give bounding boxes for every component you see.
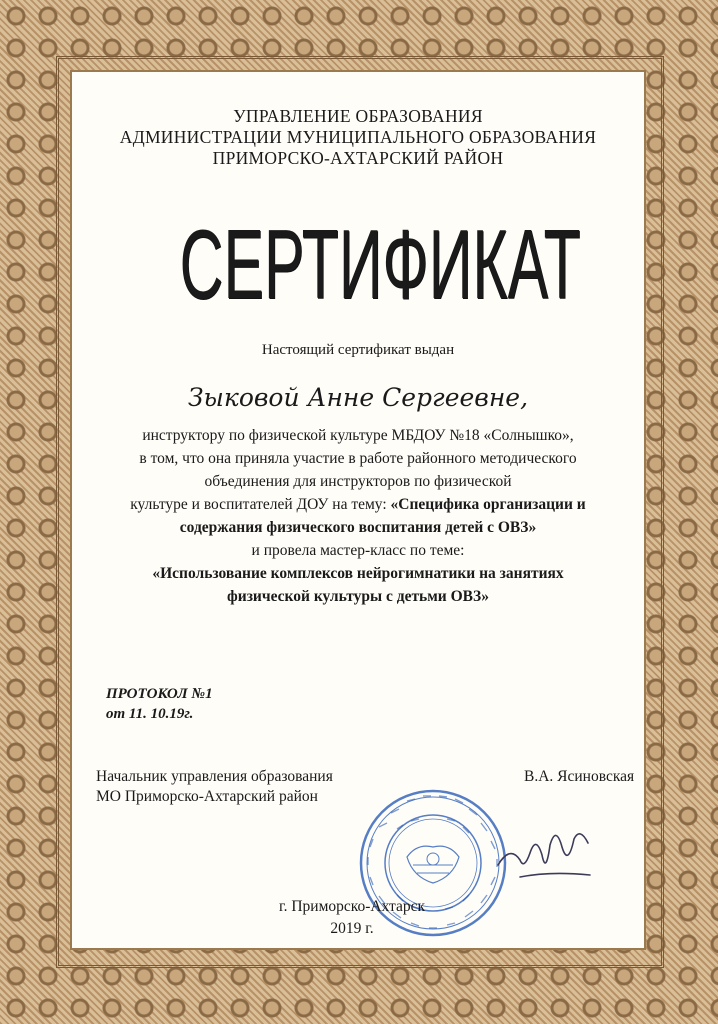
certificate-paper	[70, 70, 646, 950]
protocol-number: ПРОТОКОЛ №1	[106, 686, 213, 702]
issuer-line-2: АДМИНИСТРАЦИИ МУНИЦИПАЛЬНОГО ОБРАЗОВАНИЯ	[119, 127, 597, 147]
issue-city: г. Приморско-Ахтарск	[278, 898, 425, 915]
handwritten-signature	[490, 815, 600, 895]
signatory-position-line-2: МО Приморско-Ахтарский район	[96, 788, 318, 805]
master-class-topic-end: физической культуры с детьми ОВЗ»	[227, 588, 489, 605]
issuer-line-1: УПРАВЛЕНИЕ ОБРАЗОВАНИЯ	[233, 106, 483, 126]
issue-year: 2019 г.	[330, 920, 374, 937]
body-line-4	[70, 494, 646, 516]
issuer-line-3: ПРИМОРСКО-АХТАРСКИЙ РАЙОН	[212, 148, 504, 168]
signatory-position-line-1: Начальник управления образования	[96, 768, 333, 785]
body-line-6: и провела мастер-класс по теме:	[251, 542, 465, 559]
seminar-topic-start: «Специфика организации и	[390, 496, 586, 513]
body-line-4-plain: культуре и воспитателей ДОУ на тему:	[130, 496, 391, 513]
certificate-title: СЕРТИФИКАТ	[179, 209, 581, 319]
body-line-2: в том, что она приняла участие в работе районного методического	[139, 450, 577, 467]
issued-to-label: Настоящий сертификат выдан	[261, 342, 455, 358]
master-class-topic-start: «Использование комплексов нейрогимнатики на занятиях	[152, 565, 564, 582]
body-line-3: объединения для инструкторов по физической	[204, 473, 512, 490]
body-line-1: инструктору по физической культуре МБДОУ №18 «Солнышко»,	[142, 427, 574, 444]
protocol-date: от 11. 10.19г.	[106, 706, 194, 722]
signatory-name: В.А. Ясиновская	[524, 768, 635, 785]
recipient-name: Зыковой Анне Сергеевне,	[187, 383, 529, 412]
seminar-topic-end: содержания физического воспитания детей с ОВЗ»	[179, 519, 537, 536]
